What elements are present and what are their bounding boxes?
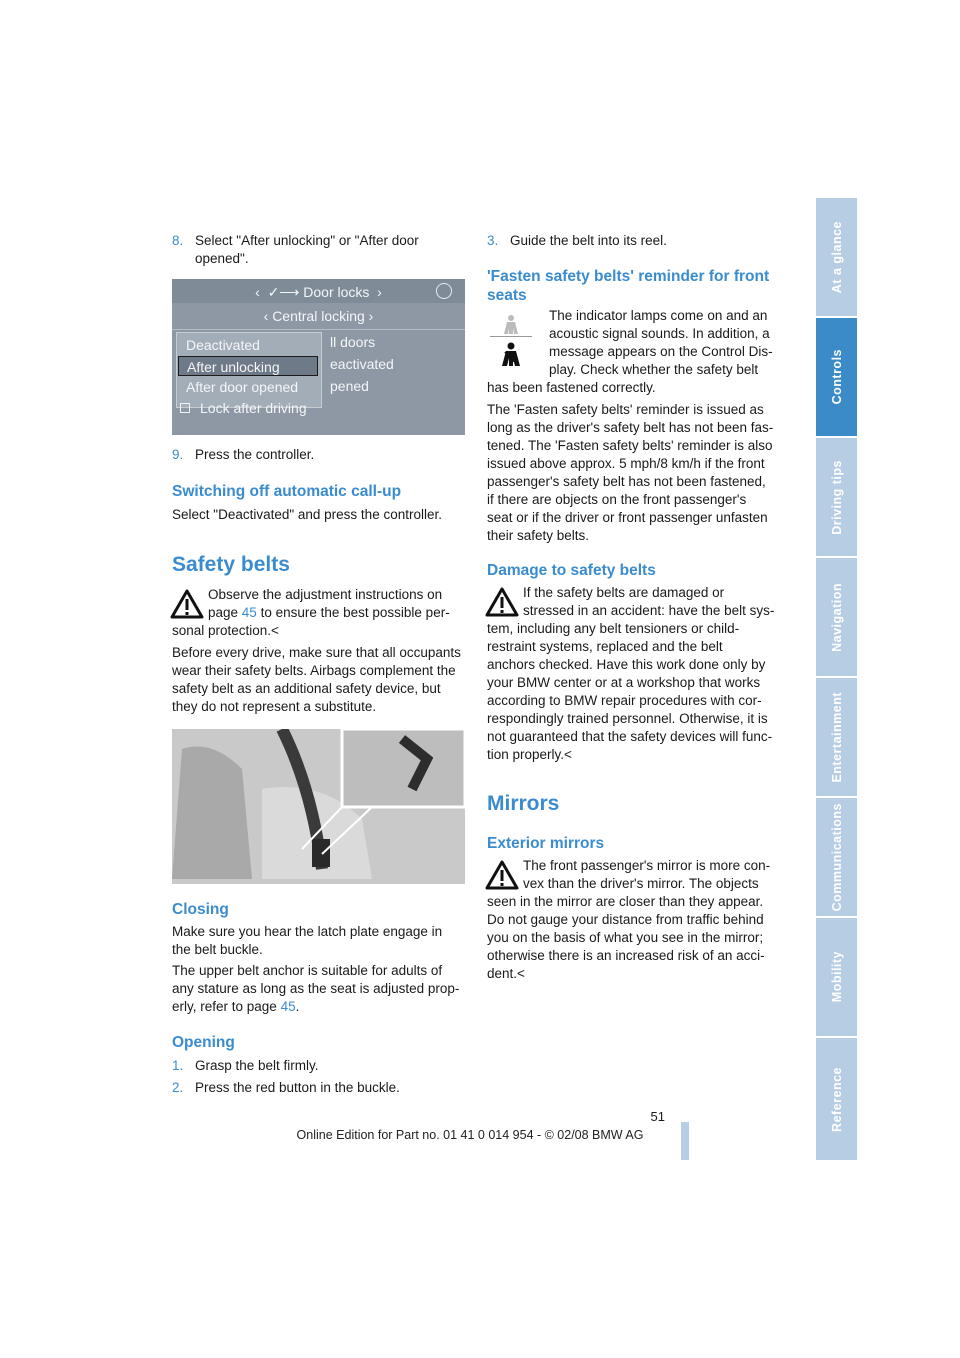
page-number: 51 [650, 1109, 665, 1124]
text-line: The 'Fasten safety belts' reminder is issued as [487, 402, 764, 417]
text-line: any stature as long as the seat is adjusted prop- [172, 981, 460, 996]
damage-text-b [487, 620, 772, 764]
heading-damage: Damage to safety belts [487, 562, 656, 579]
text-line: stressed in an accident: have the belt sys- [523, 603, 775, 618]
page-link[interactable]: 45 [280, 999, 296, 1014]
warning-icon [170, 588, 204, 620]
text-line: restraint systems, replaced and the belt [487, 639, 723, 654]
text-line: otherwise there is an increased risk of an acci- [487, 948, 765, 963]
text-line: Do not gauge your distance from traffic behind [487, 912, 764, 927]
reminder-text [487, 401, 773, 545]
warning-text-1b: sonal protection.< [172, 623, 279, 638]
upper-anchor-text [172, 962, 459, 1016]
text-line: your BMW center or at a workshop that works [487, 675, 761, 690]
tab-label: Driving tips [829, 459, 844, 535]
text-line: anchors checked. Have this work done only by [487, 657, 766, 672]
warning-text-1a [208, 586, 450, 622]
text-line: Select "After unlocking" or "After door [195, 233, 419, 248]
text-line: The front passenger's mirror is more con- [523, 858, 771, 873]
tab-label: Entertainment [829, 691, 844, 783]
heading-fasten-reminder [487, 267, 769, 305]
display-item-deactivated[interactable]: Deactivated [186, 337, 260, 353]
display-right-item: pened [330, 378, 369, 394]
indicator-text-b: has been fastened correctly. [487, 380, 656, 395]
display-sub-menu: ‹ Central locking › [263, 308, 374, 324]
tab-navigation[interactable] [816, 558, 857, 676]
heading-line: 'Fasten safety belts' reminder for front [487, 268, 770, 285]
heading-opening: Opening [172, 1034, 235, 1051]
text-line: acoustic signal sounds. In addition, a [549, 326, 770, 341]
text-line: seen in the mirror are closer than they appear. [487, 894, 764, 909]
step-number: 9. [172, 447, 184, 462]
heading-exterior-mirrors: Exterior mirrors [487, 835, 605, 852]
heading-closing: Closing [172, 901, 229, 918]
tab-label: Reference [829, 1066, 844, 1132]
damage-text-a [523, 584, 774, 620]
tab-communications[interactable] [816, 798, 857, 916]
text-line: they do not represent a substitute. [172, 699, 377, 714]
tab-controls[interactable] [816, 318, 857, 436]
open-step-1 [172, 1057, 183, 1075]
switching-text: Select "Deactivated" and press the controller. [172, 507, 442, 522]
open-step-2-text: Press the red button in the buckle. [195, 1080, 400, 1095]
text-line: The upper belt anchor is suitable for adults of [172, 963, 443, 978]
tab-reference[interactable] [816, 1038, 857, 1160]
seatbelt-indicator-icon [486, 310, 536, 372]
tab-label: Navigation [829, 582, 844, 652]
text-line: opened". [195, 251, 249, 266]
footer-edition: Online Edition for Part no. 01 41 0 014 954 - © 02/08 BMW AG [296, 1128, 644, 1142]
mirror-text-b [487, 893, 765, 983]
tab-entertainment[interactable] [816, 678, 857, 796]
heading-switching-off: Switching off automatic call-up [172, 483, 402, 500]
open-step-2 [172, 1079, 183, 1097]
text-line: issued above approx. 5 mph/8 km/h if the front [487, 456, 765, 471]
display-item-after-unlocking[interactable]: After unlocking [178, 356, 318, 376]
step-number: 8. [172, 233, 184, 248]
text-line: message appears on the Control Dis- [549, 344, 773, 359]
tab-mobility[interactable] [816, 918, 857, 1036]
text-line: wear their safety belts. Airbags complement the [172, 663, 456, 678]
text-line: if there are objects on the front passenger's [487, 492, 747, 507]
text-line: you on the basis of what you see in the mirror; [487, 930, 764, 945]
text-line: according to BMW repair procedures with cor- [487, 693, 762, 708]
text-line: safety belt as an additional safety device, but [172, 681, 441, 696]
heading-mirrors: Mirrors [487, 792, 560, 815]
warning-icon [485, 859, 519, 891]
text-line: page 45 to ensure the best possible per- [208, 605, 450, 620]
heading-line: seats [487, 287, 527, 304]
text-line: seat or if the driver or front passenger unfasten [487, 510, 768, 525]
control-display-screenshot [172, 279, 465, 435]
info-icon [436, 283, 452, 299]
step-3-text: Guide the belt into its reel. [510, 233, 667, 248]
display-right-item: ll doors [330, 334, 376, 350]
text-line: erly, refer to page 45. [172, 999, 300, 1014]
seat-belt-photo [172, 729, 465, 884]
checkbox-icon[interactable] [180, 403, 190, 413]
warning-icon [485, 586, 519, 618]
tab-label: At a glance [829, 220, 844, 294]
mirror-text-a [523, 857, 770, 893]
text-line: tion properly.< [487, 747, 572, 762]
step-8-text [195, 232, 419, 268]
tab-at-a-glance[interactable] [816, 198, 857, 316]
step-9 [172, 446, 183, 464]
page-marker [681, 1122, 689, 1160]
text-line: passenger's safety belt has not been fastened, [487, 474, 766, 489]
text-line: not guaranteed that the safety devices will func- [487, 729, 773, 744]
text-line: If the safety belts are damaged or [523, 585, 725, 600]
text-line: their safety belts. [487, 528, 590, 543]
step-number: 3. [487, 233, 499, 248]
text-line: long as the driver's safety belt has not been fas- [487, 420, 774, 435]
display-lock-after-driving[interactable]: Lock after driving [200, 400, 307, 416]
tab-driving-tips[interactable] [816, 438, 857, 556]
text-line: Observe the adjustment instructions on [208, 587, 443, 602]
closing-text [172, 923, 442, 959]
text-line: dent.< [487, 966, 525, 981]
text-line: the belt buckle. [172, 942, 263, 957]
text-line: The indicator lamps come on and an [549, 308, 768, 323]
text-line: tem, including any belt tensioners or child- [487, 621, 740, 636]
text-line: play. Check whether the safety belt [549, 362, 759, 377]
page-link[interactable]: 45 [241, 605, 257, 620]
display-top-menu: ‹ ✓⟶ Door locks › [255, 284, 382, 300]
heading-safety-belts: Safety belts [172, 553, 290, 576]
step-8 [172, 232, 183, 250]
tab-label: Controls [829, 349, 844, 405]
text-line: tened. The 'Fasten safety belts' reminder is also [487, 438, 773, 453]
step-3 [487, 232, 498, 250]
before-drive-text [172, 644, 461, 716]
text-line: Make sure you hear the latch plate engage in [172, 924, 443, 939]
tab-label: Mobility [829, 951, 844, 1003]
step-number: 2. [172, 1080, 184, 1095]
open-step-1-text: Grasp the belt firmly. [195, 1058, 319, 1073]
text-line: respondingly trained personnel. Otherwise, it is [487, 711, 768, 726]
display-item-after-door-opened[interactable]: After door opened [186, 379, 299, 395]
display-right-item: eactivated [330, 356, 394, 372]
text-line: Before every drive, make sure that all occupants [172, 645, 461, 660]
indicator-text-a [549, 307, 773, 379]
tab-label: Communications [829, 802, 844, 912]
step-number: 1. [172, 1058, 184, 1073]
step-9-text: Press the controller. [195, 447, 315, 462]
text-line: vex than the driver's mirror. The objects [523, 876, 759, 891]
